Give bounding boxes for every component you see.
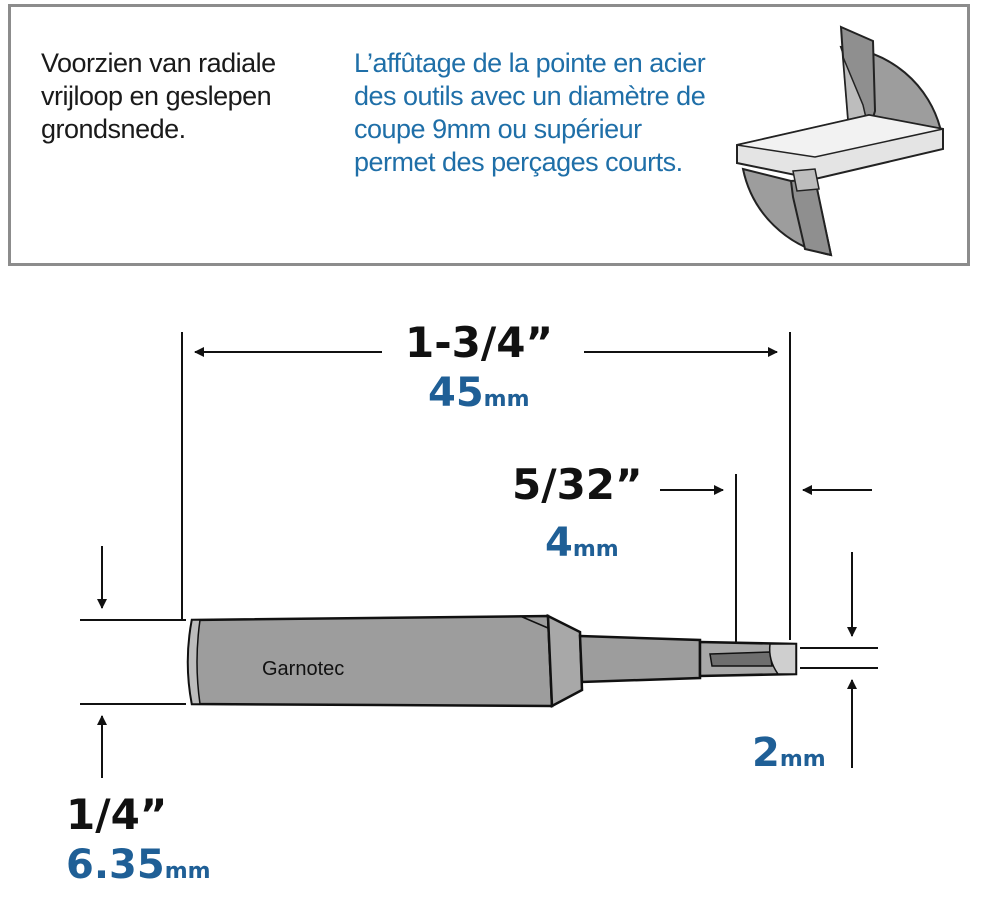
flute-groove: [710, 652, 772, 666]
lower-flute-face: [793, 169, 819, 191]
info-box: [8, 4, 970, 266]
shank-diameter-mm-value: 6.35: [66, 842, 165, 888]
overall-length-mm-value: 45: [428, 370, 484, 416]
overall-length-metric: [428, 370, 530, 416]
description-french: L’affûtage de la pointe en acier des outils avec un diamètre de coupe 9mm ou supérieur permet des perçages courts.: [354, 48, 706, 177]
overall-length-unit: mm: [483, 387, 530, 412]
neck: [580, 636, 700, 682]
cutting-diameter-unit: mm: [779, 747, 826, 772]
shank-diameter-unit: mm: [164, 859, 211, 884]
cutting-length-inch: 5/32”: [512, 460, 643, 509]
description-dutch: Voorzien van radiale vrijloop en geslepen grondsnede.: [41, 48, 276, 144]
shank: [188, 616, 552, 706]
cutting-diameter-mm-value: 2: [752, 730, 780, 776]
cutting-diameter-metric: [752, 730, 826, 776]
cutting-length-metric: [545, 520, 619, 566]
shank-diameter-inch: 1/4”: [66, 790, 168, 839]
cutting-length-mm-value: 4: [545, 520, 573, 566]
brand-label: Garnotec: [262, 658, 345, 680]
cutting-length-unit: mm: [572, 537, 619, 562]
overall-length-inch: 1-3/4”: [405, 318, 554, 367]
shank-diameter-metric: [66, 842, 211, 888]
cutter-tip-illustration: [723, 19, 963, 263]
shank-taper: [548, 616, 582, 706]
